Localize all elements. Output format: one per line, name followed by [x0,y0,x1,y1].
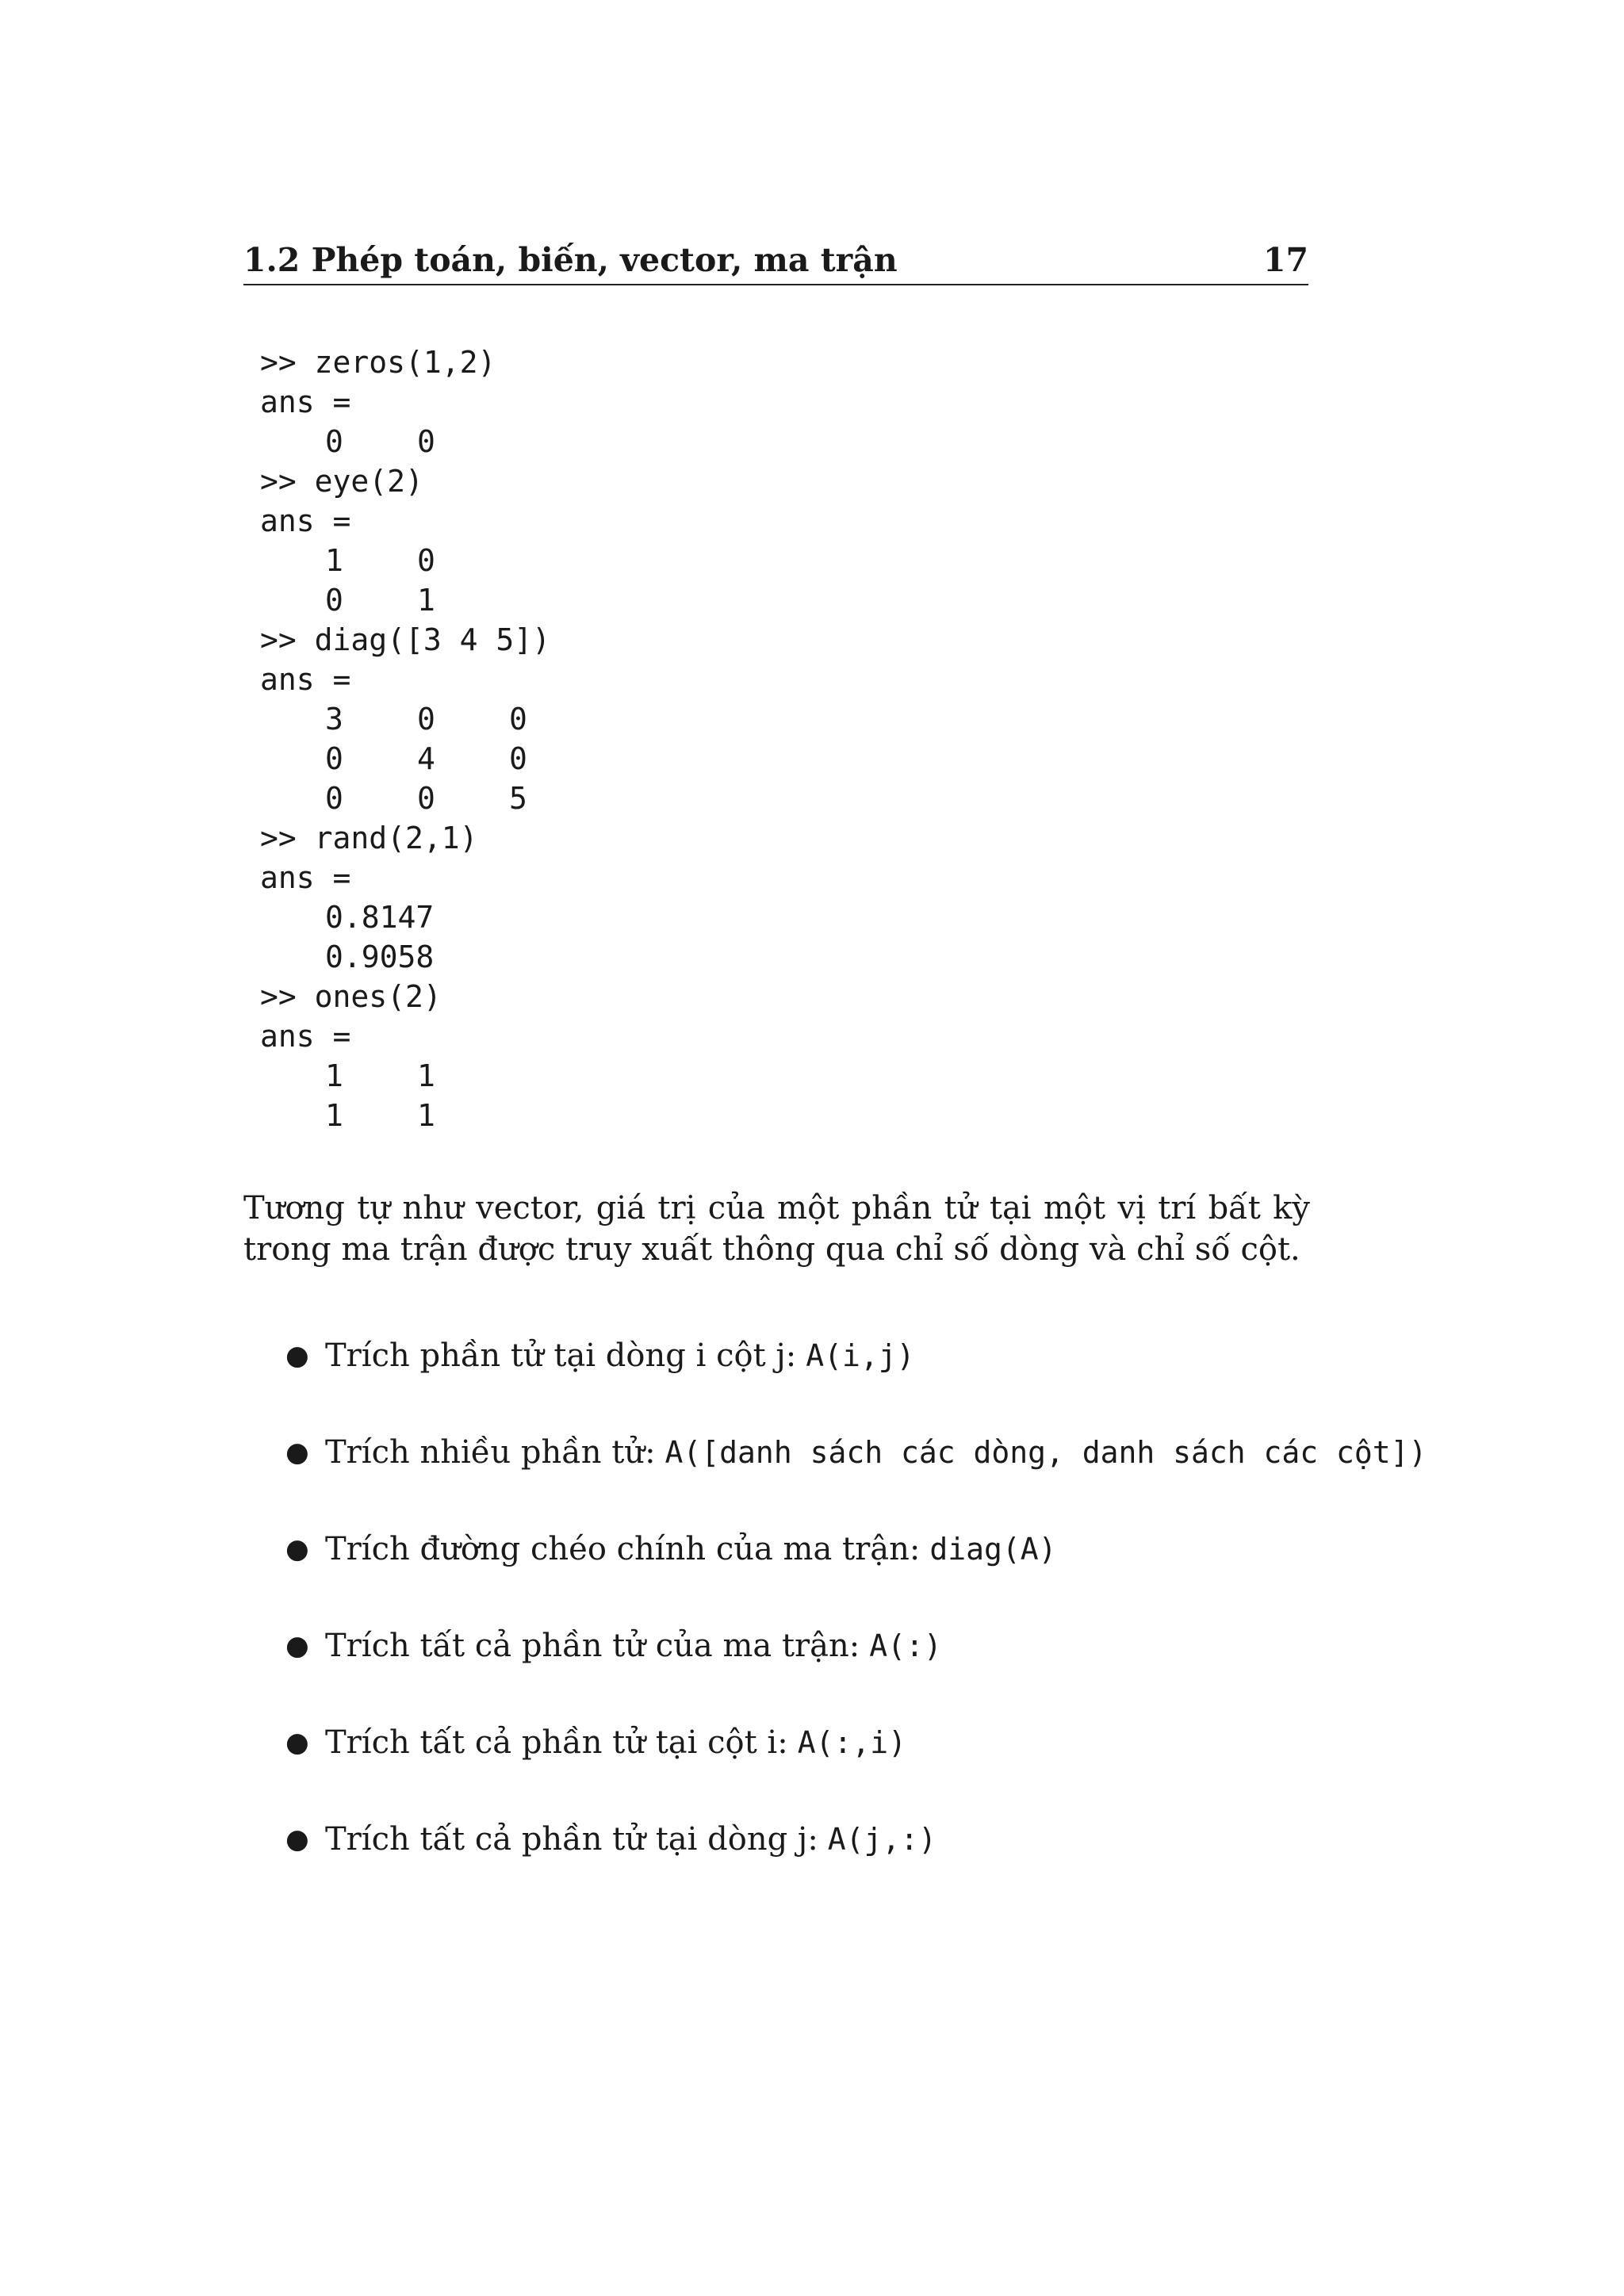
code-value: 0 [325,424,343,459]
code-line: >> rand(2,1) [260,821,478,855]
bullet-icon: ● [285,1823,309,1855]
bullet-icon: ● [285,1727,309,1758]
list-item [285,1429,1427,1476]
page-number: 17 [1262,241,1308,279]
code-line: >> ones(2) [260,979,442,1014]
bullet-code: A(:,i) [797,1725,906,1760]
bullet-code: diag(A) [929,1532,1057,1567]
code-value: 4 [417,741,435,776]
list-item [285,1622,942,1670]
bullet-code: A(i,j) [806,1338,915,1373]
bullet-code: A(:) [869,1628,942,1663]
code-value: 1 [417,583,435,618]
code-value: 3 [325,702,343,737]
code-value: 0 [417,424,435,459]
code-value: 0.9058 [325,939,435,974]
code-line: >> zeros(1,2) [260,345,496,380]
code-value: 0 [325,583,343,618]
code-line: ans = [260,385,351,419]
code-output-row [260,779,1212,818]
section-title: 1.2 Phép toán, biến, vector, ma trận [243,241,898,279]
code-output-row [260,580,1212,620]
code-value: 0 [509,741,527,776]
list-item [285,1719,906,1766]
bullet-text: Trích tất cả phần tử của ma trận: [325,1628,860,1664]
list-item [285,1332,915,1380]
code-value: 0 [325,781,343,816]
code-value: 0 [417,781,435,816]
bullet-text: Trích nhiều phần tử: [325,1434,656,1471]
code-line: ans = [260,1019,351,1054]
code-value: 1 [325,1098,343,1133]
bullet-icon: ● [285,1630,309,1662]
code-output-row [260,699,1212,739]
code-value: 0 [325,741,343,776]
code-value: 1 [325,1058,343,1093]
code-value: 1 [417,1098,435,1133]
code-output-row [260,739,1212,779]
running-header [243,238,1308,285]
code-line: >> diag([3 4 5]) [260,622,551,657]
bullet-code: A([danh sách các dòng, danh sách các cột]) [665,1435,1427,1470]
code-value: 0 [417,702,435,737]
code-value: 0 [417,543,435,578]
code-value: 0.8147 [325,900,435,935]
code-output-row [260,422,1212,461]
bullet-code: A(j,:) [827,1822,937,1857]
code-block [260,342,1212,1135]
code-output-row [260,1096,1212,1135]
code-output-row [260,541,1212,580]
bullet-icon: ● [285,1437,309,1468]
list-item [285,1816,936,1863]
bullet-text: Trích đường chéo chính của ma trận: [325,1531,921,1567]
code-line: ans = [260,860,351,895]
code-value: 1 [325,543,343,578]
code-value: 1 [417,1058,435,1093]
bullet-icon: ● [285,1340,309,1372]
body-paragraph: Tương tự như vector, giá trị của một phần tử tại một vị trí bất kỳ trong ma trận được truy xuất thông qua chỉ số dòng và chỉ số cột. [243,1190,1310,1268]
bullet-text: Trích tất cả phần tử tại cột i: [325,1724,788,1761]
list-item [285,1525,1057,1573]
bullet-text: Trích tất cả phần tử tại dòng j: [325,1821,818,1858]
code-line: ans = [260,503,351,538]
bullet-icon: ● [285,1533,309,1565]
code-value: 5 [509,781,527,816]
code-output-row [260,1056,1212,1096]
code-line: ans = [260,662,351,697]
code-value: 0 [509,702,527,737]
bullet-text: Trích phần tử tại dòng i cột j: [325,1337,797,1374]
code-line: >> eye(2) [260,464,423,499]
